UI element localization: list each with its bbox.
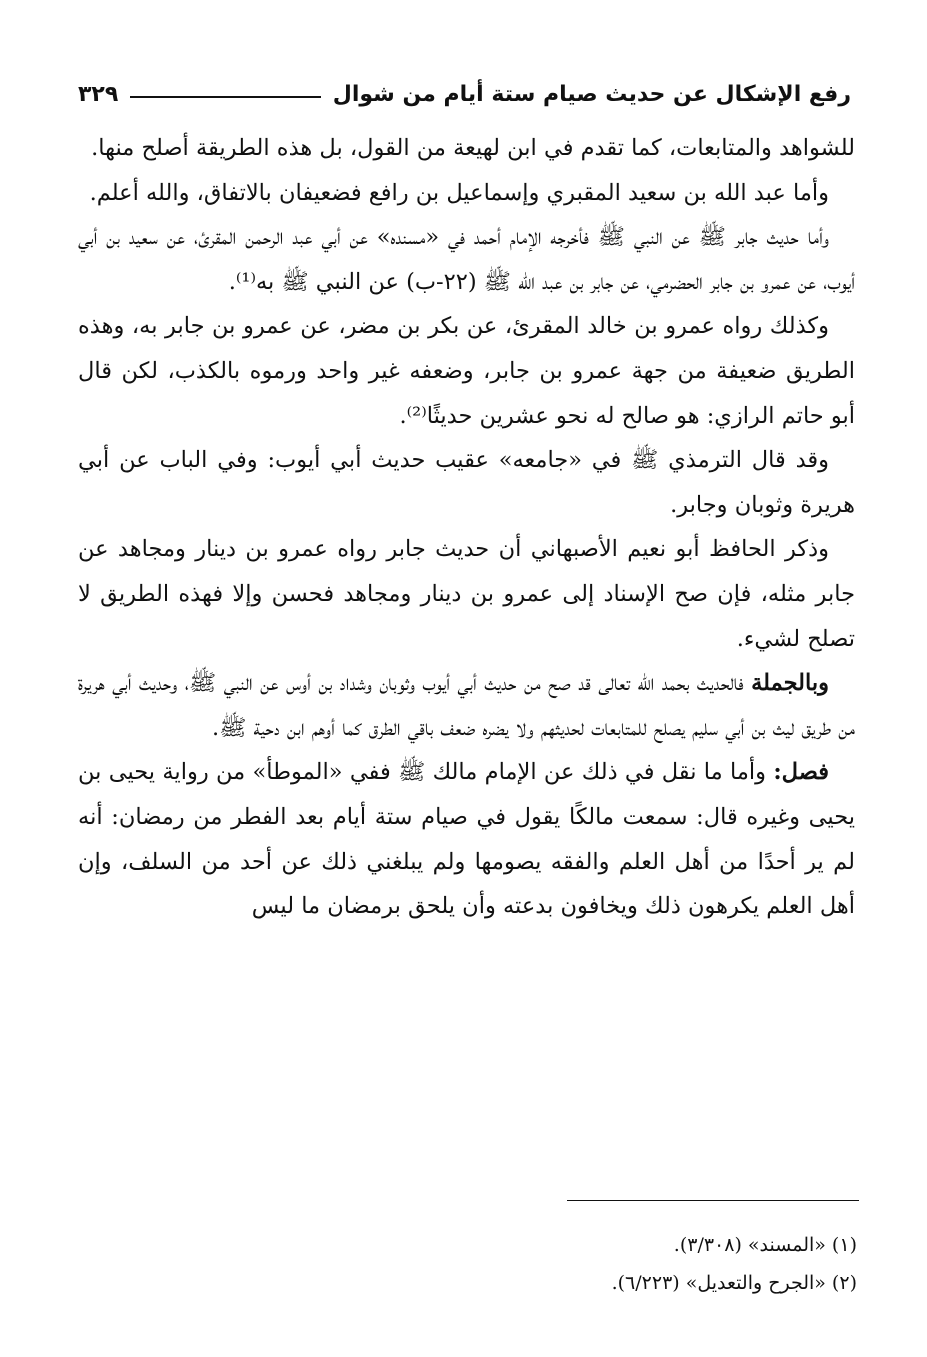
footnote-1: (١) «المسند» (٣/٣٠٨). — [673, 1234, 857, 1256]
paragraph-4: وكذلك رواه عمرو بن خالد المقرئ، عن بكر بن مضر، عن عمرو بن جابر به، وهذه الطريق ضعيفة من جهة عمرو بن جابر، وضعفه غير واحد ورموه بالكذب، لكن قال أبو حاتم الرازي: هو صالح له نحو عشرين حديثًا⁽²⁾. — [78, 313, 855, 429]
paragraph-2: وأما عبد الله بن سعيد المقبري وإسماعيل بن رافع فضعيفان بالاتفاق، والله أعلم. — [89, 179, 829, 206]
section-heading-word: فصل: — [773, 759, 829, 786]
footnote-separator — [567, 1200, 859, 1201]
paragraph-8: فصل: وأما ما نقل في ذلك عن الإمام مالك ﷺ ففي «الموطأ» من رواية يحيى بن يحيى وغيره قال: سمعت مالكًا يقول في صيام ستة أيام بعد الفطر من رمضان: أنه لم ير أحدًا من أهل العلم والفقه يصومها ولم يبلغني ذلك عن أحد من السلف، وإن أهل العلم يكرهون ذلك ويخافون بدعته وأن يلحق برمضان ما ليس — [78, 759, 855, 920]
header-rule — [130, 96, 320, 98]
paragraph-1: للشواهد والمتابعات، كما تقدم في ابن لهيعة من القول، بل هذه الطريقة أصلح منها. — [91, 135, 855, 161]
paragraph-5: وقد قال الترمذي ﷺ في «جامعه» عقيب حديث أبي أيوب: وفي الباب عن أبي هريرة وثوبان وجابر. — [78, 447, 855, 518]
paragraph-lead-word: وبالجملة — [751, 670, 829, 697]
body-text — [78, 126, 855, 929]
footnote-2: (٢) «الجرح والتعديل» (٦/٢٢٣). — [611, 1272, 857, 1294]
paragraph-6: وذكر الحافظ أبو نعيم الأصبهاني أن حديث جابر رواه عمرو بن دينار ومجاهد عن جابر مثله، فإن صح الإسناد إلى عمرو بن دينار ومجاهد فحسن وإلا فهذه الطريق لا تصلح لشيء. — [78, 536, 855, 652]
paragraph-7: وبالجملة فالحديث بحمد الله تعالى قد صح من حديث أبي أيوب وثوبان وشداد بن أوس عن النبي ﷺ، وحديث أبي هريرة من طريق ليث بن أبي سليم يصلح للمتابعات لحديثهم ولا يضره ضعف باقي الطرق كما أوهم ابن دحية ﷺ. — [78, 670, 855, 741]
page-header — [78, 66, 851, 112]
footnotes — [78, 1226, 857, 1302]
paragraph-3: وأما حديث جابر ﷺ عن النبي ﷺ فأخرجه الإمام أحمد في «مسنده» عن أبي عبد الرحمن المقرئ، عن سعيد بن أبي أيوب، عن عمرو بن جابر الحضرمي، عن جابر بن عبد الله ﷺ (٢٢-ب) عن النبي ﷺ به⁽¹⁾. — [78, 224, 855, 295]
running-title: رفع الإشكال عن حديث صيام ستة أيام من شوال — [332, 82, 851, 107]
page-number: ٣٢٩ — [78, 82, 119, 107]
